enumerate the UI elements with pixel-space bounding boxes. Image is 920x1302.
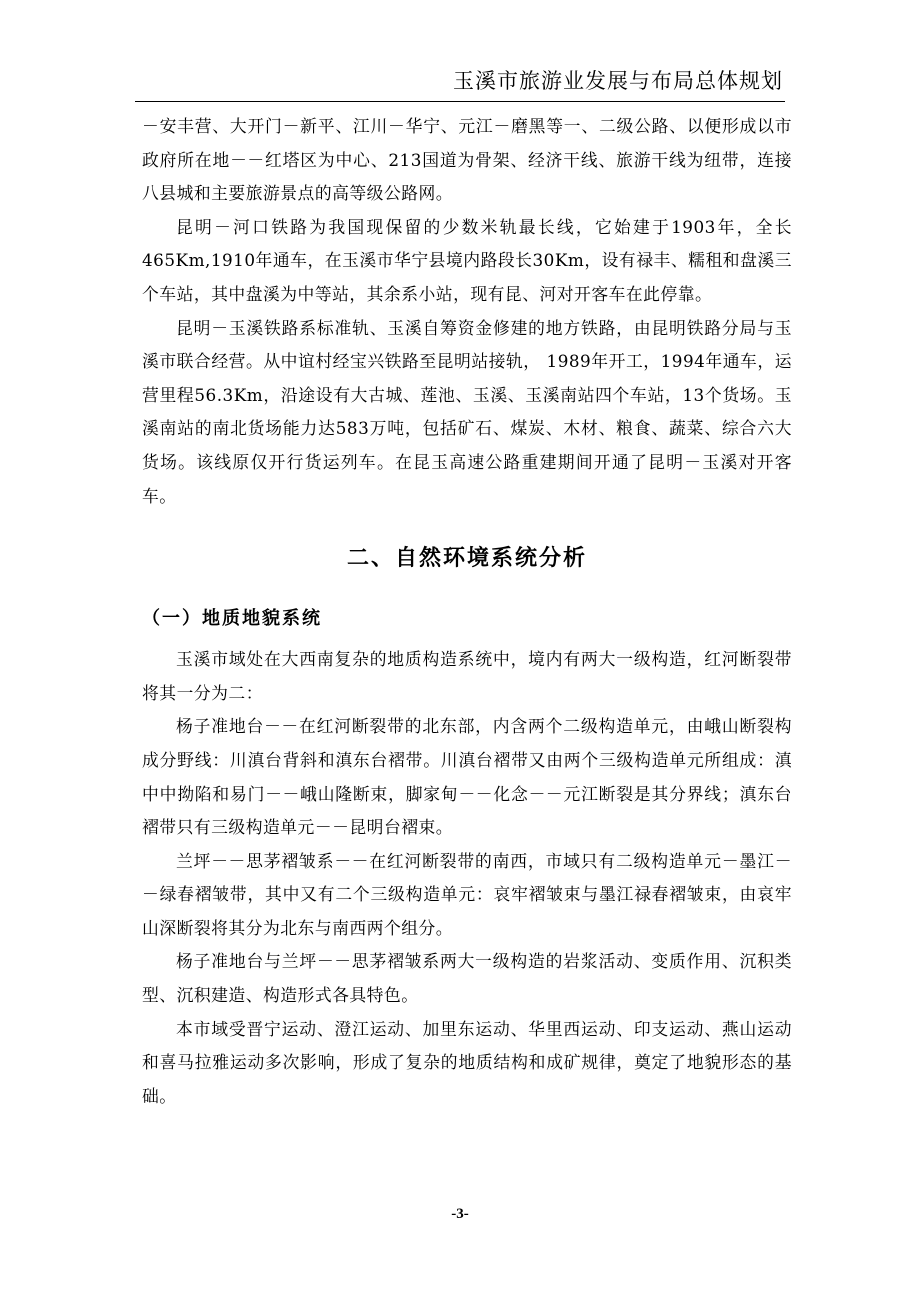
paragraph-tectonic-movements: 本市域受晋宁运动、澄江运动、加里东运动、华里西运动、印支运动、燕山运动和喜马拉雅运动多次影响，形成了复杂的地质结构和成矿规律，奠定了地貌形态的基础。 xyxy=(142,1018,792,1106)
paragraph-kunming-yuxi-railway: 昆明－玉溪铁路系标准轨、玉溪自筹资金修建的地方铁路，由昆明铁路分局与玉溪市联合经营。从中谊村经宝兴铁路至昆明站接轨， 1989年开工，1994年通车，运营里程56.3Km，沿途设有大古城、莲池、玉溪、玉溪南站四个车站，13个货场。玉溪南站的南北货场能力达583万吨，包括矿石、煤炭、木材、粮食、蔬菜、综合六大货场。该线原仅开行货运列车。在昆玉高速公路重建期间开通了昆明－玉溪对开客车。 xyxy=(142,317,792,506)
paragraph-geology-intro: 玉溪市域处在大西南复杂的地质构造系统中，境内有两大一级构造，红河断裂带将其一分为二： xyxy=(142,649,792,703)
header-rule xyxy=(135,101,785,102)
paragraph-lanping-simao: 兰坪－－思茅褶皱系－－在红河断裂带的南西，市域只有二级构造单元－墨江－－绿春褶皱带，其中又有二个三级构造单元：哀牢褶皱束与墨江禄春褶皱束，由哀牢山深断裂将其分为北东与南西两个组分。 xyxy=(142,850,792,938)
page-number: -3- xyxy=(451,1206,469,1222)
paragraph-structure-features: 杨子准地台与兰坪－－思茅褶皱系两大一级构造的岩浆活动、变质作用、沉积类型、沉积建造、构造形式各具特色。 xyxy=(142,951,792,1006)
paragraph-kunming-hekou-railway: 昆明－河口铁路为我国现保留的少数米轨最长线，它始建于1903年，全长465Km,1910年通车，在玉溪市华宁县境内路段长30Km，设有禄丰、糯租和盘溪三个车站，其中盘溪为中等站，其余系小站，现有昆、河对开客车在此停靠。 xyxy=(142,216,792,304)
running-header-title: 玉溪市旅游业发展与布局总体规划 xyxy=(453,69,783,93)
section-title: 二、自然环境系统分析 xyxy=(346,546,587,572)
subsection-title: （一）地质地貌系统 xyxy=(142,608,322,630)
body-text xyxy=(142,110,792,1113)
paragraph-yangzi-platform: 杨子准地台－－在红河断裂带的北东部，内含两个二级构造单元，由峨山断裂构成分野线：川滇台背斜和滇东台褶带。川滇台褶带又由两个三级构造单元所组成：滇中中拗陷和易门－－峨山隆断束，脚家甸－－化念－－元江断裂是其分界线；滇东台褶带只有三级构造单元－－昆明台褶束。 xyxy=(142,716,792,838)
paragraph-continuation: －安丰营、大开门－新平、江川－华宁、元江－磨黑等一、二级公路、以便形成以市政府所在地－－红塔区为中心、213国道为骨架、经济干线、旅游干线为纽带，连接八县城和主要旅游景点的高等级公路网。 xyxy=(142,116,792,204)
